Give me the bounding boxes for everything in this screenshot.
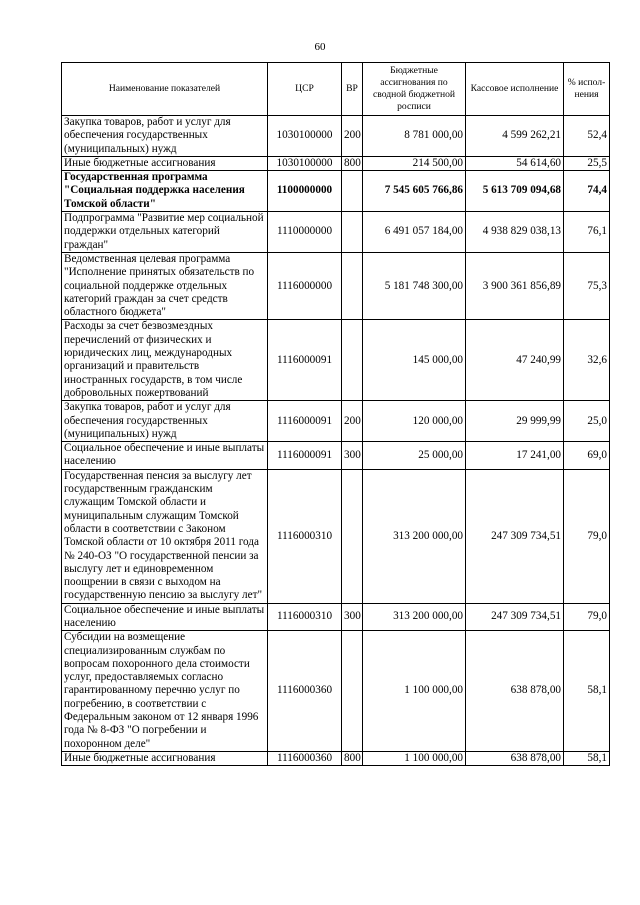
cell-percent: 52,4	[564, 116, 610, 157]
cell-budget: 145 000,00	[363, 320, 466, 401]
cell-vr	[342, 469, 363, 603]
cell-budget: 313 200 000,00	[363, 469, 466, 603]
cell-name: Социальное обеспечение и иные выплаты населению	[62, 603, 268, 631]
cell-csr: 1116000091	[268, 401, 342, 442]
table-row	[62, 156, 610, 170]
cell-percent: 25,0	[564, 401, 610, 442]
cell-budget: 120 000,00	[363, 401, 466, 442]
cell-name: Иные бюджетные ассигнования	[62, 156, 268, 170]
cell-name: Закупка товаров, работ и услуг для обеспечения государственных (муниципальных) нужд	[62, 116, 268, 157]
cell-cash: 247 309 734,51	[466, 603, 564, 631]
cell-name: Социальное обеспечение и иные выплаты населению	[62, 442, 268, 470]
budget-execution-table	[61, 62, 610, 766]
cell-vr: 200	[342, 116, 363, 157]
cell-budget: 1 100 000,00	[363, 631, 466, 752]
cell-cash: 638 878,00	[466, 751, 564, 765]
table-row	[62, 469, 610, 603]
cell-csr: 1116000091	[268, 320, 342, 401]
cell-budget: 8 781 000,00	[363, 116, 466, 157]
cell-vr	[342, 631, 363, 752]
cell-cash: 638 878,00	[466, 631, 564, 752]
cell-vr	[342, 252, 363, 319]
header-csr: ЦСР	[268, 63, 342, 116]
cell-budget: 313 200 000,00	[363, 603, 466, 631]
cell-name: Субсидии на возмещение специализированным службам по вопросам похоронного дела стоимости услуг, предоставляемых согласно гарантированному перечню услуг по погребению, в соответствии с Федеральным законом от 12 января 1996 года № 8-ФЗ "О погребении и похоронном деле"	[62, 631, 268, 752]
cell-csr: 1116000360	[268, 751, 342, 765]
cell-name: Ведомственная целевая программа "Исполнение принятых обязательств по социальной поддержке отдельных категорий граждан за счет средств областного бюджета"	[62, 252, 268, 319]
cell-csr: 1116000310	[268, 603, 342, 631]
header-budget: Бюджетные ассигнования по сводной бюджетной росписи	[363, 63, 466, 116]
table-row	[62, 252, 610, 319]
cell-vr: 800	[342, 751, 363, 765]
cell-budget: 6 491 057 184,00	[363, 212, 466, 253]
table-row	[62, 631, 610, 752]
cell-cash: 4 599 262,21	[466, 116, 564, 157]
cell-vr	[342, 171, 363, 212]
cell-percent: 58,1	[564, 751, 610, 765]
cell-budget: 25 000,00	[363, 442, 466, 470]
cell-vr: 200	[342, 401, 363, 442]
cell-cash: 5 613 709 094,68	[466, 171, 564, 212]
cell-vr	[342, 212, 363, 253]
table-row	[62, 171, 610, 212]
cell-percent: 69,0	[564, 442, 610, 470]
cell-cash: 29 999,99	[466, 401, 564, 442]
table-row	[62, 320, 610, 401]
header-cash: Кассовое исполнение	[466, 63, 564, 116]
cell-csr: 1116000000	[268, 252, 342, 319]
cell-name: Иные бюджетные ассигнования	[62, 751, 268, 765]
cell-csr: 1030100000	[268, 156, 342, 170]
cell-vr	[342, 320, 363, 401]
table-row	[62, 401, 610, 442]
cell-name: Закупка товаров, работ и услуг для обеспечения государственных (муниципальных) нужд	[62, 401, 268, 442]
cell-csr: 1116000360	[268, 631, 342, 752]
cell-cash: 47 240,99	[466, 320, 564, 401]
cell-cash: 4 938 829 038,13	[466, 212, 564, 253]
table-row	[62, 212, 610, 253]
table-body	[62, 116, 610, 766]
cell-name: Государственная пенсия за выслугу лет государственным гражданским служащим Томской области и муниципальным служащим Томской области в соответствии с Законом Томской области от 10 октября 2011 года № 240-ОЗ "О государственной пенсии за выслугу лет и единовременном поощрении в связи с выходом на государственную пенсию за выслугу лет"	[62, 469, 268, 603]
header-name: Наименование показателей	[62, 63, 268, 116]
cell-vr: 300	[342, 442, 363, 470]
cell-cash: 17 241,00	[466, 442, 564, 470]
cell-name: Подпрограмма "Развитие мер социальной поддержки отдельных категорий граждан"	[62, 212, 268, 253]
cell-budget: 214 500,00	[363, 156, 466, 170]
table-row	[62, 116, 610, 157]
cell-percent: 79,0	[564, 603, 610, 631]
cell-csr: 1030100000	[268, 116, 342, 157]
cell-csr: 1110000000	[268, 212, 342, 253]
table-row	[62, 442, 610, 470]
cell-percent: 75,3	[564, 252, 610, 319]
cell-name: Расходы за счет безвозмездных перечислений от физических и юридических лиц, международных организаций и правительств иностранных государств, в том числе добровольных пожертвований	[62, 320, 268, 401]
header-vr: ВР	[342, 63, 363, 116]
cell-percent: 79,0	[564, 469, 610, 603]
cell-percent: 32,6	[564, 320, 610, 401]
cell-cash: 54 614,60	[466, 156, 564, 170]
table-row	[62, 603, 610, 631]
cell-csr: 1100000000	[268, 171, 342, 212]
cell-budget: 7 545 605 766,86	[363, 171, 466, 212]
cell-vr: 800	[342, 156, 363, 170]
cell-csr: 1116000310	[268, 469, 342, 603]
cell-name: Государственная программа "Социальная поддержка населения Томской области"	[62, 171, 268, 212]
header-percent: % испол-нения	[564, 63, 610, 116]
cell-cash: 3 900 361 856,89	[466, 252, 564, 319]
cell-budget: 5 181 748 300,00	[363, 252, 466, 319]
cell-percent: 25,5	[564, 156, 610, 170]
cell-budget: 1 100 000,00	[363, 751, 466, 765]
table-row	[62, 751, 610, 765]
cell-percent: 76,1	[564, 212, 610, 253]
cell-percent: 58,1	[564, 631, 610, 752]
cell-vr: 300	[342, 603, 363, 631]
cell-csr: 1116000091	[268, 442, 342, 470]
table-header-row	[62, 63, 610, 116]
cell-percent: 74,4	[564, 171, 610, 212]
page-number: 60	[314, 41, 326, 53]
cell-cash: 247 309 734,51	[466, 469, 564, 603]
